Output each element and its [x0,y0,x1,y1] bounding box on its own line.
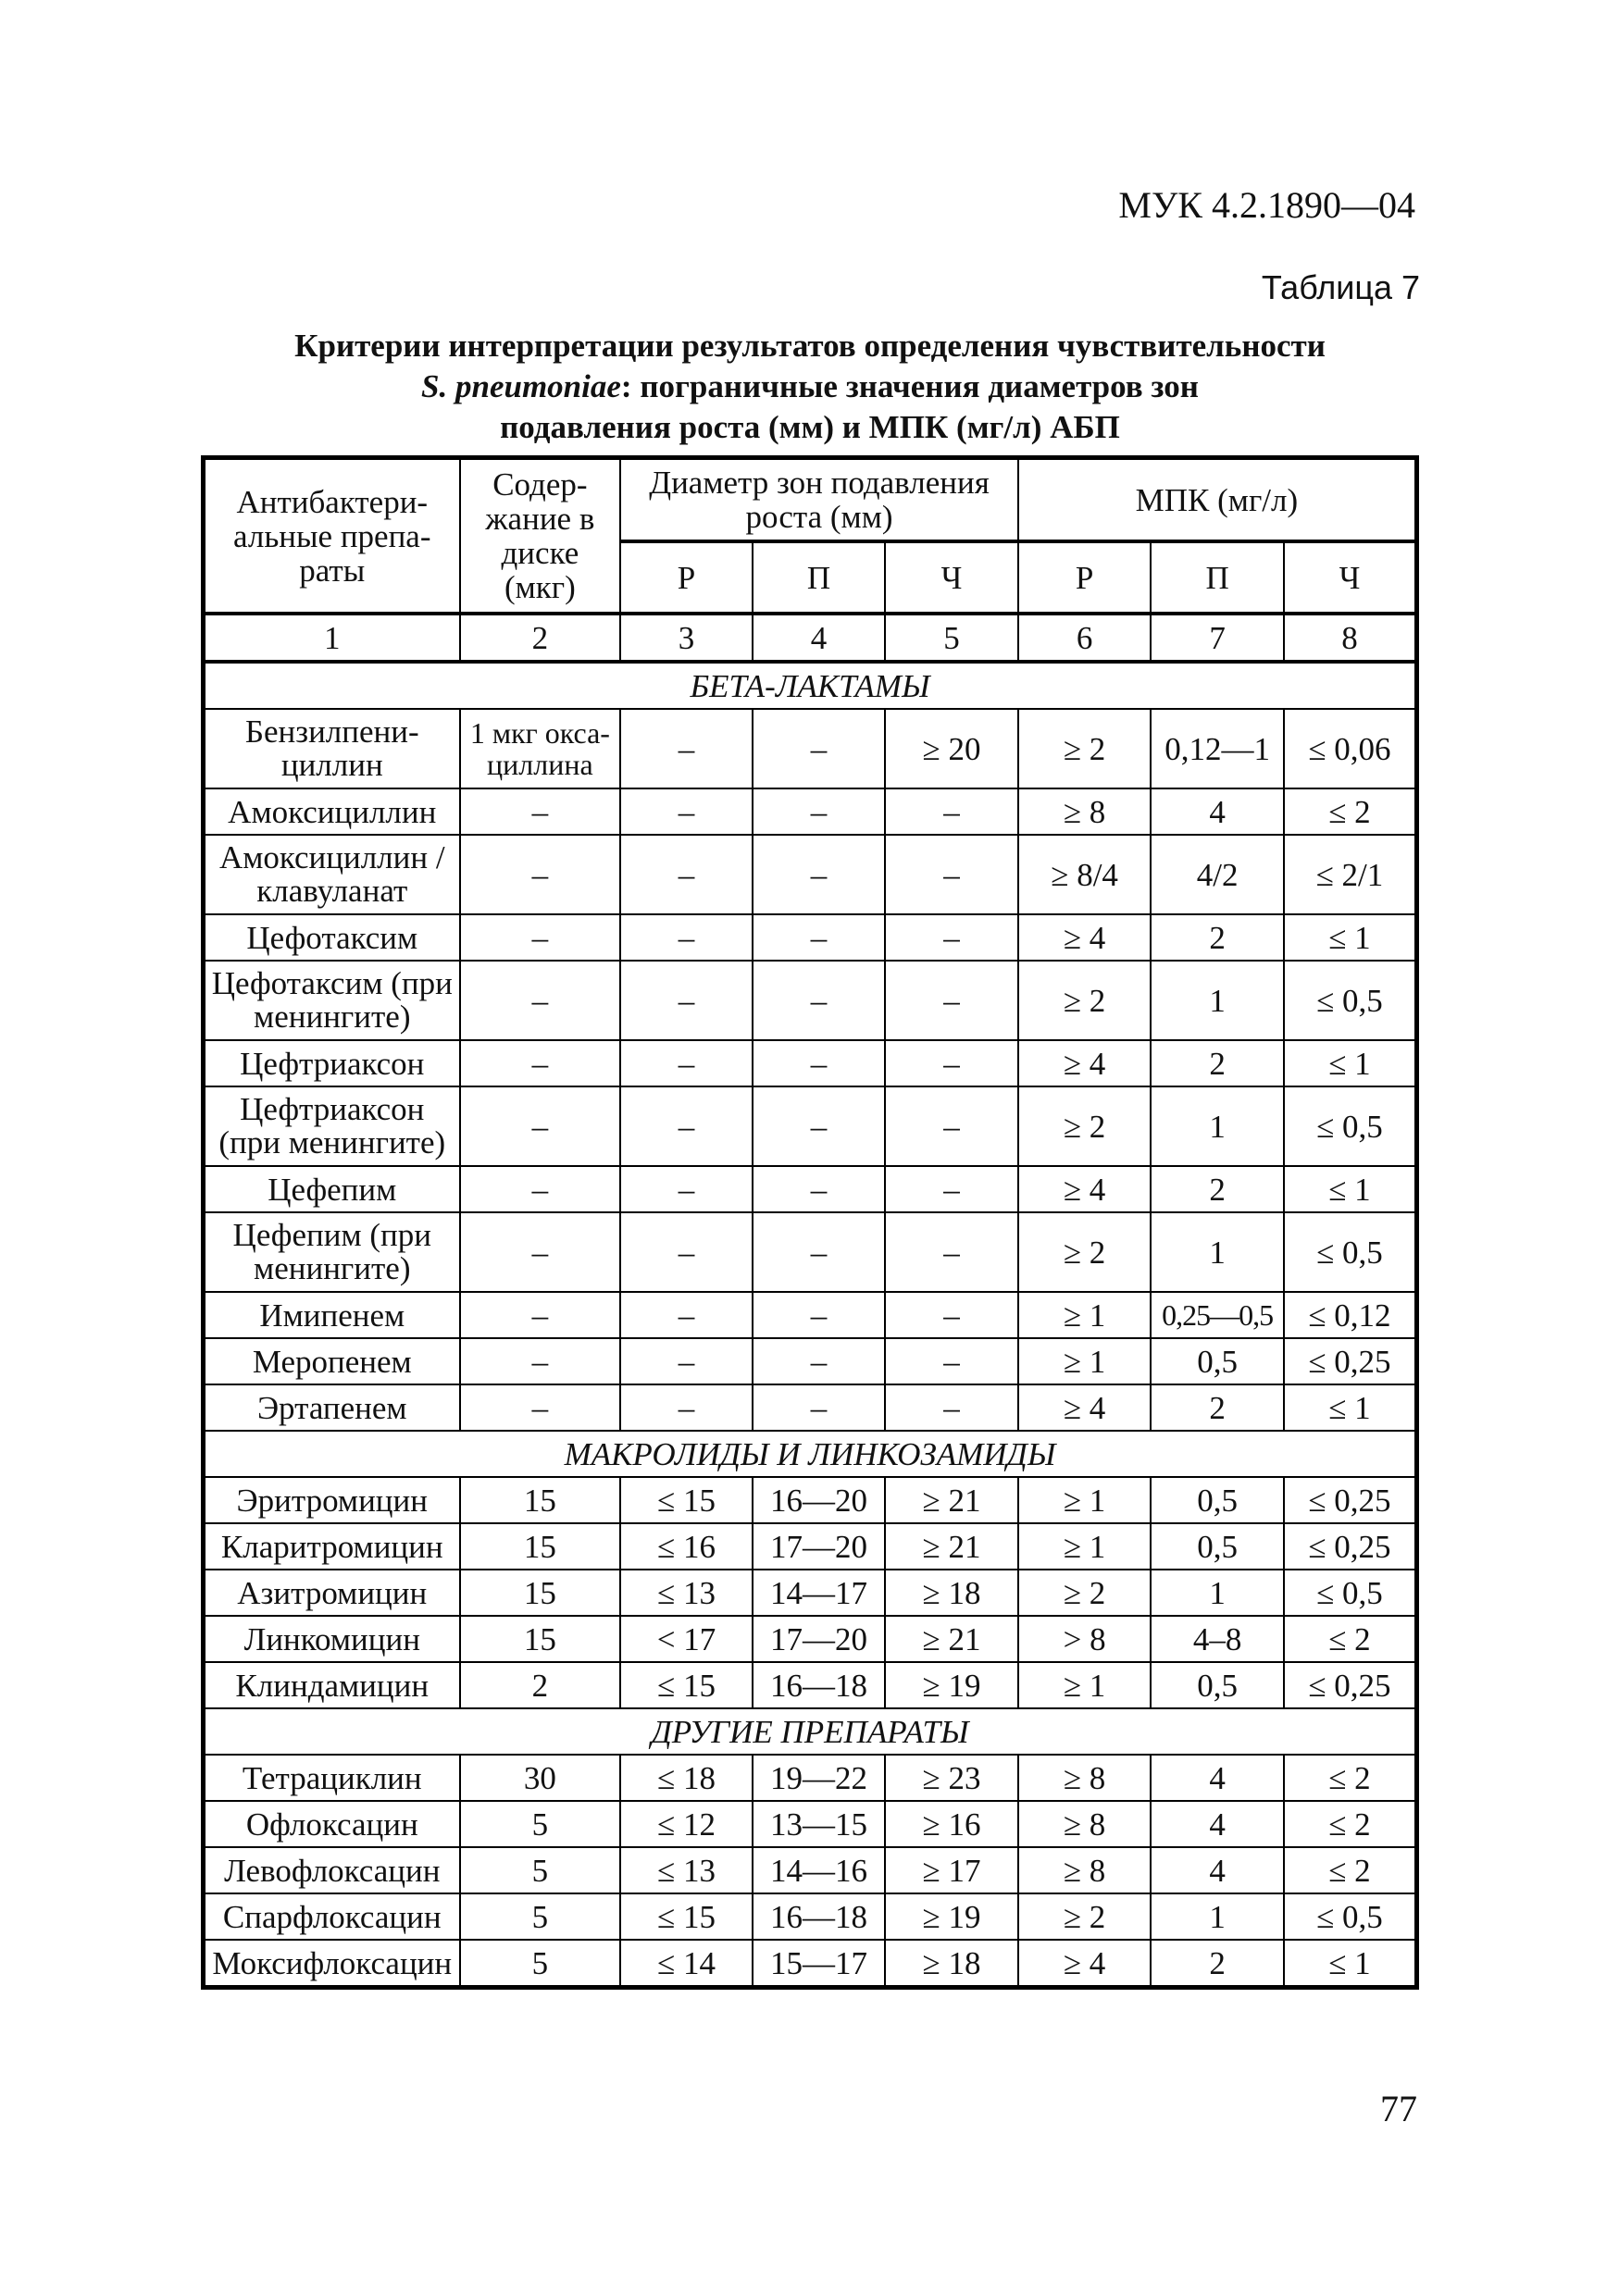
disk-content: – [460,914,621,961]
mic-ch: ≤ 1 [1284,1040,1417,1086]
zone-ch: – [885,1166,1018,1212]
header-mic: МПК (мг/л) [1018,458,1417,542]
zone-p: 16—18 [753,1662,886,1708]
zone-p: 19—22 [753,1755,886,1801]
disk-content: 15 [460,1616,621,1662]
mic-r: ≥ 4 [1018,1040,1152,1086]
zone-ch: – [885,1338,1018,1384]
zone-p: – [753,961,886,1040]
zone-ch: ≥ 16 [885,1801,1018,1847]
drug-name: Амоксициллин / клавуланат [204,835,460,914]
mic-ch: ≤ 0,06 [1284,709,1417,788]
drug-name: Цефотаксим [204,914,460,961]
disk-content: – [460,1338,621,1384]
table-number: Таблица 7 [1261,268,1420,306]
zone-p: 17—20 [753,1523,886,1570]
disk-content: – [460,1384,621,1431]
table-row [204,788,1417,835]
mic-p: 0,25—0,5 [1151,1292,1284,1338]
column-number: 3 [620,614,753,662]
document-code: МУК 4.2.1890—04 [1118,184,1415,226]
drug-name: Кларитромицин [204,1523,460,1570]
column-number: 5 [885,614,1018,662]
zone-ch: – [885,1040,1018,1086]
header-drug: Антибактери-альные препа-раты [204,458,460,614]
table-row [204,1338,1417,1384]
table-row [204,1292,1417,1338]
header-mic-ch: Ч [1284,541,1417,614]
drug-name: Цефепим (при менингите) [204,1212,460,1292]
mic-p: 2 [1151,1040,1284,1086]
drug-name: Цефотаксим (при менингите) [204,961,460,1040]
zone-r: < 17 [620,1616,753,1662]
mic-r: ≥ 4 [1018,1384,1152,1431]
zone-r: – [620,1338,753,1384]
disk-content: 30 [460,1755,621,1801]
zone-r: ≤ 13 [620,1570,753,1616]
mic-ch: ≤ 0,5 [1284,1086,1417,1166]
zone-r: – [620,1384,753,1431]
disk-content: – [460,1292,621,1338]
table-body [204,614,1417,1988]
table-row [204,1384,1417,1431]
zone-p: – [753,1086,886,1166]
drug-name: Клиндамицин [204,1662,460,1708]
disk-content: 15 [460,1523,621,1570]
disk-content: 5 [460,1847,621,1893]
zone-r: – [620,788,753,835]
mic-p: 1 [1151,1893,1284,1940]
zone-p: 15—17 [753,1940,886,1988]
zone-r: – [620,1212,753,1292]
mic-ch: ≤ 1 [1284,1166,1417,1212]
title-line-2-rest: : пограничные значения диаметров зон [620,368,1199,404]
zone-p: – [753,914,886,961]
mic-ch: ≤ 0,5 [1284,1570,1417,1616]
mic-p: 1 [1151,1086,1284,1166]
header-zone-diameter: Диаметр зон подавления роста (мм) [620,458,1018,542]
title-line-3: подавления роста (мм) и МПК (мг/л) АБП [500,409,1120,445]
drug-name: Бензилпени-циллин [204,709,460,788]
page-number: 77 [1380,2088,1417,2129]
title-line-2 [199,366,1421,407]
mic-p: 2 [1151,1940,1284,1988]
table-row [204,1477,1417,1523]
table-row [204,1940,1417,1988]
table-row [204,1662,1417,1708]
mic-ch: ≤ 0,25 [1284,1523,1417,1570]
disk-content: – [460,1040,621,1086]
mic-ch: ≤ 0,25 [1284,1477,1417,1523]
zone-r: – [620,914,753,961]
mic-ch: ≤ 1 [1284,914,1417,961]
disk-content: 5 [460,1801,621,1847]
table-row [204,1847,1417,1893]
mic-p: 0,5 [1151,1477,1284,1523]
mic-ch: ≤ 1 [1284,1940,1417,1988]
header-mic-r: Р [1018,541,1152,614]
disk-content: – [460,1086,621,1166]
mic-ch: ≤ 2/1 [1284,835,1417,914]
zone-ch: ≥ 21 [885,1523,1018,1570]
mic-r: > 8 [1018,1616,1152,1662]
mic-r: ≥ 8 [1018,788,1152,835]
mic-r: ≥ 2 [1018,1570,1152,1616]
zone-p: 16—18 [753,1893,886,1940]
group-title: БЕТА-ЛАКТАМЫ [204,662,1417,709]
disk-content: 2 [460,1662,621,1708]
zone-p: – [753,1384,886,1431]
zone-r: ≤ 16 [620,1523,753,1570]
disk-content: 15 [460,1570,621,1616]
table-row [204,1616,1417,1662]
disk-content: 5 [460,1940,621,1988]
zone-r: – [620,1166,753,1212]
zone-ch: ≥ 18 [885,1570,1018,1616]
zone-ch: ≥ 20 [885,709,1018,788]
zone-p: – [753,1212,886,1292]
zone-ch: ≥ 21 [885,1616,1018,1662]
column-number: 7 [1151,614,1284,662]
mic-p: 4 [1151,1801,1284,1847]
zone-p: 16—20 [753,1477,886,1523]
zone-ch: ≥ 21 [885,1477,1018,1523]
criteria-table [201,455,1419,1990]
mic-r: ≥ 2 [1018,1086,1152,1166]
mic-ch: ≤ 2 [1284,1847,1417,1893]
drug-name: Цефтриаксон (при менингите) [204,1086,460,1166]
table-row [204,1801,1417,1847]
table-row [204,914,1417,961]
mic-r: ≥ 8 [1018,1755,1152,1801]
zone-ch: – [885,1292,1018,1338]
mic-r: ≥ 1 [1018,1338,1152,1384]
column-number-row [204,614,1417,662]
zone-r: ≤ 13 [620,1847,753,1893]
table-row [204,1755,1417,1801]
zone-ch: ≥ 19 [885,1662,1018,1708]
zone-p: – [753,1040,886,1086]
drug-name: Спарфлоксацин [204,1893,460,1940]
zone-ch: – [885,914,1018,961]
zone-r: ≤ 15 [620,1662,753,1708]
mic-r: ≥ 2 [1018,1212,1152,1292]
mic-r: ≥ 1 [1018,1292,1152,1338]
column-number: 4 [753,614,886,662]
table-row [204,1040,1417,1086]
drug-name: Цефепим [204,1166,460,1212]
column-number: 1 [204,614,460,662]
zone-p: 13—15 [753,1801,886,1847]
drug-name: Амоксициллин [204,788,460,835]
zone-r: ≤ 14 [620,1940,753,1988]
group-title: ДРУГИЕ ПРЕПАРАТЫ [204,1708,1417,1755]
zone-r: – [620,709,753,788]
zone-r: – [620,1040,753,1086]
mic-p: 4 [1151,788,1284,835]
mic-r: ≥ 4 [1018,1166,1152,1212]
table-row [204,1523,1417,1570]
zone-ch: ≥ 18 [885,1940,1018,1988]
header-disk-content: Содер-жание в диске (мкг) [460,458,621,614]
zone-r: – [620,1292,753,1338]
mic-ch: ≤ 2 [1284,1755,1417,1801]
group-title: МАКРОЛИДЫ И ЛИНКОЗАМИДЫ [204,1431,1417,1477]
zone-ch: – [885,1086,1018,1166]
mic-ch: ≤ 2 [1284,1801,1417,1847]
disk-content: – [460,835,621,914]
disk-content: 1 мкг окса-циллина [460,709,621,788]
mic-r: ≥ 1 [1018,1523,1152,1570]
mic-r: ≥ 8/4 [1018,835,1152,914]
zone-p: – [753,1166,886,1212]
zone-ch: ≥ 19 [885,1893,1018,1940]
zone-ch: – [885,1212,1018,1292]
drug-name: Моксифлоксацин [204,1940,460,1988]
mic-r: ≥ 4 [1018,914,1152,961]
zone-ch: – [885,835,1018,914]
mic-p: 0,5 [1151,1662,1284,1708]
drug-name: Азитромицин [204,1570,460,1616]
zone-r: – [620,961,753,1040]
table-row [204,1166,1417,1212]
drug-name: Меропенем [204,1338,460,1384]
group-header-row [204,662,1417,709]
zone-ch: – [885,961,1018,1040]
mic-r: ≥ 2 [1018,709,1152,788]
zone-p: 14—16 [753,1847,886,1893]
mic-p: 0,12—1 [1151,709,1284,788]
mic-p: 4 [1151,1755,1284,1801]
header-zone-p: П [753,541,886,614]
table-row [204,1893,1417,1940]
mic-ch: ≤ 0,25 [1284,1662,1417,1708]
mic-r: ≥ 4 [1018,1940,1152,1988]
mic-p: 2 [1151,914,1284,961]
mic-ch: ≤ 0,5 [1284,1212,1417,1292]
mic-ch: ≤ 0,5 [1284,961,1417,1040]
header-zone-ch: Ч [885,541,1018,614]
table-row [204,835,1417,914]
mic-p: 0,5 [1151,1338,1284,1384]
mic-ch: ≤ 0,25 [1284,1338,1417,1384]
mic-ch: ≤ 0,5 [1284,1893,1417,1940]
disk-content: – [460,788,621,835]
mic-r: ≥ 8 [1018,1801,1152,1847]
mic-ch: ≤ 2 [1284,1616,1417,1662]
mic-r: ≥ 2 [1018,1893,1152,1940]
zone-ch: – [885,1384,1018,1431]
mic-r: ≥ 1 [1018,1662,1152,1708]
zone-r: – [620,1086,753,1166]
column-number: 6 [1018,614,1152,662]
mic-r: ≥ 8 [1018,1847,1152,1893]
mic-p: 2 [1151,1384,1284,1431]
zone-r: ≤ 18 [620,1755,753,1801]
title-organism: S. pneumoniae [421,368,621,404]
disk-content: 15 [460,1477,621,1523]
mic-p: 1 [1151,1570,1284,1616]
table-row [204,709,1417,788]
zone-p: 14—17 [753,1570,886,1616]
drug-name: Цефтриаксон [204,1040,460,1086]
table-row [204,961,1417,1040]
drug-name: Эритромицин [204,1477,460,1523]
mic-ch: ≤ 2 [1284,788,1417,835]
header-zone-r: Р [620,541,753,614]
zone-r: – [620,835,753,914]
column-number: 2 [460,614,621,662]
mic-p: 4 [1151,1847,1284,1893]
zone-ch: ≥ 23 [885,1755,1018,1801]
mic-p: 4/2 [1151,835,1284,914]
table-title [199,326,1421,448]
column-number: 8 [1284,614,1417,662]
group-header-row [204,1708,1417,1755]
drug-name: Тетрациклин [204,1755,460,1801]
table-row [204,1570,1417,1616]
disk-content: – [460,1212,621,1292]
zone-p: – [753,1292,886,1338]
zone-p: – [753,1338,886,1384]
disk-content: – [460,961,621,1040]
drug-name: Офлоксацин [204,1801,460,1847]
zone-p: 17—20 [753,1616,886,1662]
group-header-row [204,1431,1417,1477]
title-line-1: Критерии интерпретации результатов определения чувствительности [294,328,1326,364]
zone-r: ≤ 12 [620,1801,753,1847]
disk-content: 5 [460,1893,621,1940]
zone-ch: – [885,788,1018,835]
mic-r: ≥ 2 [1018,961,1152,1040]
mic-p: 4–8 [1151,1616,1284,1662]
zone-ch: ≥ 17 [885,1847,1018,1893]
zone-p: – [753,709,886,788]
disk-content: – [460,1166,621,1212]
mic-p: 1 [1151,1212,1284,1292]
drug-name: Линкомицин [204,1616,460,1662]
mic-p: 1 [1151,961,1284,1040]
table-row [204,1212,1417,1292]
mic-p: 0,5 [1151,1523,1284,1570]
drug-name: Эртапенем [204,1384,460,1431]
mic-ch: ≤ 0,12 [1284,1292,1417,1338]
zone-r: ≤ 15 [620,1477,753,1523]
header-mic-p: П [1151,541,1284,614]
table-row [204,1086,1417,1166]
drug-name: Левофлоксацин [204,1847,460,1893]
mic-ch: ≤ 1 [1284,1384,1417,1431]
mic-r: ≥ 1 [1018,1477,1152,1523]
zone-p: – [753,835,886,914]
drug-name: Имипенем [204,1292,460,1338]
zone-p: – [753,788,886,835]
zone-r: ≤ 15 [620,1893,753,1940]
mic-p: 2 [1151,1166,1284,1212]
